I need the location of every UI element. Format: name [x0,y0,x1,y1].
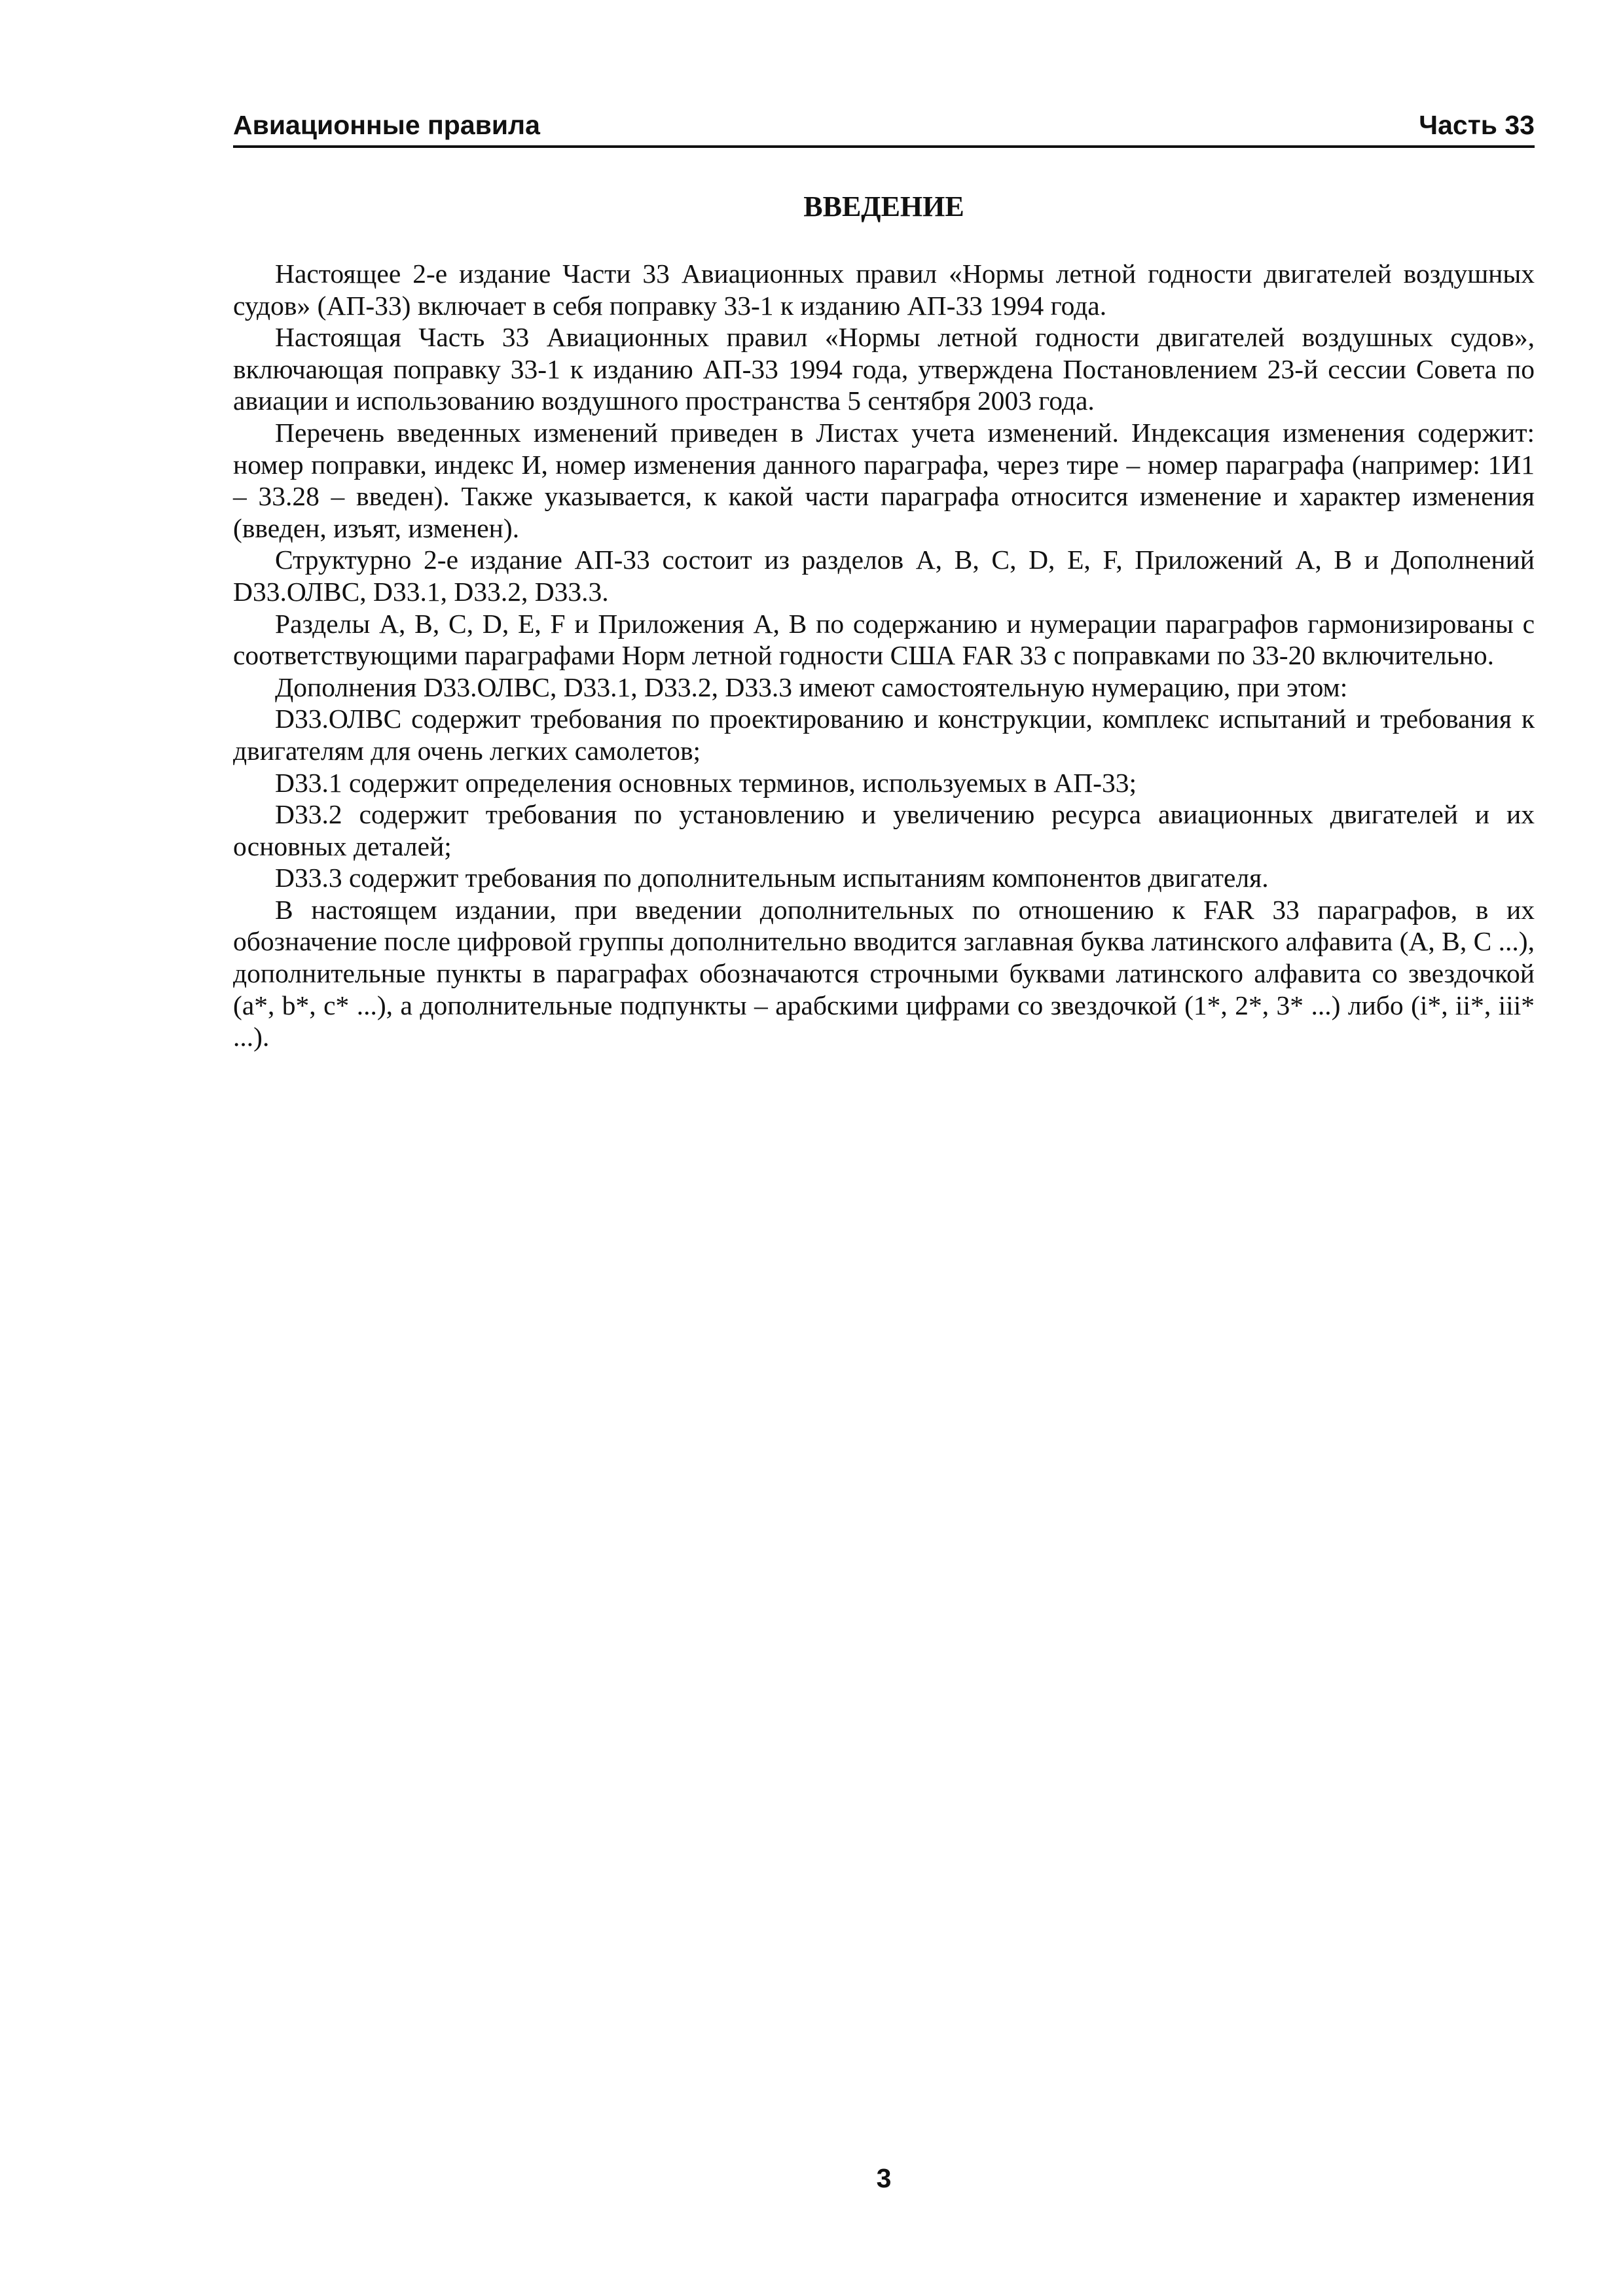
paragraph-supplements: Дополнения D33.ОЛВС, D33.1, D33.2, D33.3 имеют самостоятельную нумерацию, при этом: [275,672,1348,702]
paragraph-edition: Настоящее 2-е издание Части 33 Авиационных правил «Нормы летной годности двигателей воздушных судов» (АП-33) включает в себя поправку 33-1 к изданию АП-33 1994 года. [233,259,1535,321]
paragraph-numbering: В настоящем издании, при введении дополнительных по отношению к FAR 33 параграфов, в их обозначение после цифровой группы дополнительно вводится заглавная буква латинского алфавита (А, В, С ...), дополнительные пункты в параграфах обозначаются строчными буквами латинского алфавита со звездочкой (a*, b*, c* ...), а дополнительные подпункты – арабскими цифрами со звездочкой (1*, 2*, 3* ...) либо (i*, ii*, iii* ...). [233,894,1535,1052]
paragraph-approval: Настоящая Часть 33 Авиационных правил «Нормы летной годности двигателей воздушных судов», включающая поправку 33-1 к изданию АП-33 1994 года, утверждена Постановлением 23-й сессии Совета по авиации и использованию воздушного пространства 5 сентября 2003 года. [233,322,1535,416]
paragraph-d33-olvs: D33.ОЛВС содержит требования по проектированию и конструкции, комплекс испытаний и требования к двигателям для очень легких самолетов; [233,704,1535,766]
paragraph-d33-1: D33.1 содержит определения основных терминов, используемых в АП-33; [275,767,1137,798]
paragraph-d33-2: D33.2 содержит требования по установлению и увеличению ресурса авиационных двигателей и их основных деталей; [233,799,1535,861]
paragraph-change-list: Перечень введенных изменений приведен в Листах учета изменений. Индексация изменения содержит: номер поправки, индекс И, номер изменения данного параграфа, через тире – номер параграфа (например: 1И1 – 33.28 – введен). Также указывается, к какой части параграфа относится изменение и характер изменения (введен, изъят, изменен). [233,417,1535,543]
header-document-series: Авиационные правила [233,110,540,140]
introduction-body [233,258,1535,1053]
page-number: 3 [876,2163,892,2193]
header-part-number: Часть 33 [1419,110,1535,140]
page-title: ВВЕДЕНИЕ [803,190,964,223]
running-header [233,105,1535,148]
paragraph-structure: Структурно 2-е издание АП-33 состоит из разделов А, B, C, D, E, F, Приложений А, В и Дополнений D33.ОЛВС, D33.1, D33.2, D33.3. [233,545,1535,607]
paragraph-harmonization: Разделы A, B, C, D, E, F и Приложения А, В по содержанию и нумерации параграфов гармонизированы с соответствующими параграфами Норм летной годности США FAR 33 с поправками по 33-20 включительно. [233,608,1535,671]
paragraph-d33-3: D33.3 содержит требования по дополнительным испытаниям компонентов двигателя. [275,863,1269,893]
